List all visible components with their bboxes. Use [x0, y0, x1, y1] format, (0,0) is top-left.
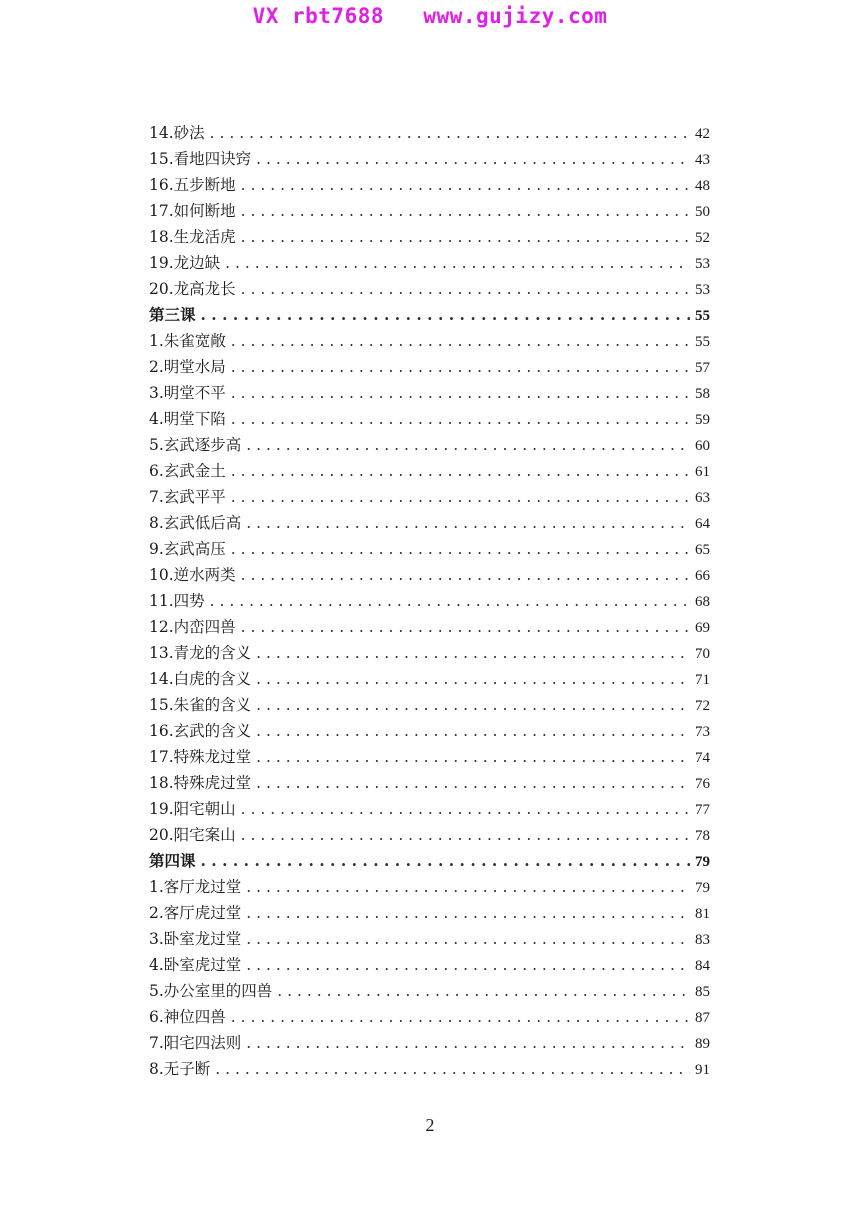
toc-entry-page: 52 — [695, 230, 710, 246]
toc-entry-title: 11.四势 — [149, 592, 205, 610]
toc-leader-dots — [231, 1004, 690, 1030]
toc-entry-page: 84 — [695, 958, 710, 974]
toc-entry-page: 79 — [695, 880, 710, 896]
toc-entry-page: 76 — [695, 776, 710, 792]
toc-entry-page: 50 — [695, 204, 710, 220]
toc-leader-dots — [241, 562, 690, 588]
toc-entry-page: 42 — [695, 126, 710, 142]
toc-entry-page: 53 — [695, 256, 710, 272]
toc-entry-title: 20.阳宅案山 — [149, 826, 236, 844]
toc-leader-dots — [231, 328, 690, 354]
toc-leader-dots — [246, 926, 690, 952]
toc-entry-title: 19.龙边缺 — [149, 254, 221, 272]
toc-entry-page: 73 — [695, 724, 710, 740]
toc-leader-dots — [256, 770, 690, 796]
toc-entry[interactable] — [149, 666, 710, 692]
toc-entry[interactable] — [149, 250, 710, 276]
toc-leader-dots — [256, 146, 690, 172]
toc-leader-dots — [231, 406, 690, 432]
toc-entry[interactable] — [149, 172, 710, 198]
toc-entry-page: 78 — [695, 828, 710, 844]
toc-entry-page: 72 — [695, 698, 710, 714]
toc-entry[interactable] — [149, 744, 710, 770]
toc-leader-dots — [246, 432, 690, 458]
toc-leader-dots — [231, 484, 690, 510]
toc-leader-dots — [246, 952, 690, 978]
toc-entry-page: 83 — [695, 932, 710, 948]
toc-leader-dots — [210, 588, 690, 614]
page-number: 2 — [425, 1115, 435, 1135]
toc-leader-dots — [225, 250, 690, 276]
toc-entry-title: 16.五步断地 — [149, 176, 236, 194]
toc-leader-dots — [241, 172, 690, 198]
toc-entry-title: 20.龙高龙长 — [149, 280, 236, 298]
toc-entry-page: 59 — [695, 412, 710, 428]
toc-entry-title: 7.阳宅四法则 — [149, 1034, 242, 1052]
toc-entry[interactable] — [149, 146, 710, 172]
toc-entry-page: 43 — [695, 152, 710, 168]
toc-entry-page: 79 — [695, 854, 710, 870]
toc-entry-title: 18.特殊虎过堂 — [149, 774, 252, 792]
toc-chapter-heading[interactable] — [149, 848, 710, 874]
toc-entry[interactable] — [149, 536, 710, 562]
toc-entry-title: 17.特殊龙过堂 — [149, 748, 252, 766]
toc-leader-dots — [231, 354, 690, 380]
toc-entry[interactable] — [149, 224, 710, 250]
toc-entry-page: 68 — [695, 594, 710, 610]
toc-entry[interactable] — [149, 952, 710, 978]
toc-entry-page: 77 — [695, 802, 710, 818]
toc-entry-title: 18.生龙活虎 — [149, 228, 236, 246]
toc-entry-page: 69 — [695, 620, 710, 636]
toc-leader-dots — [241, 198, 690, 224]
toc-entry-title: 8.无子断 — [149, 1060, 211, 1078]
toc-entry[interactable] — [149, 874, 710, 900]
toc-entry-title: 8.玄武低后高 — [149, 514, 242, 532]
toc-entry-title: 5.办公室里的四兽 — [149, 982, 273, 1000]
toc-entry[interactable] — [149, 796, 710, 822]
toc-leader-dots — [277, 978, 690, 1004]
toc-entry-title: 19.阳宅朝山 — [149, 800, 236, 818]
toc-entry-page: 81 — [695, 906, 710, 922]
toc-entry[interactable] — [149, 120, 710, 146]
toc-leader-dots — [241, 276, 690, 302]
toc-entry[interactable] — [149, 822, 710, 848]
toc-entry-title: 第三课 — [149, 305, 196, 324]
toc-entry[interactable] — [149, 380, 710, 406]
toc-entry-page: 74 — [695, 750, 710, 766]
toc-entry-page: 58 — [695, 386, 710, 402]
toc-entry-page: 57 — [695, 360, 710, 376]
toc-leader-dots — [201, 302, 690, 328]
toc-entry-title: 14.砂法 — [149, 124, 205, 142]
toc-leader-dots — [246, 900, 690, 926]
toc-entry[interactable] — [149, 978, 710, 1004]
toc-entry-title: 4.明堂下陷 — [149, 410, 226, 428]
toc-leader-dots — [241, 822, 690, 848]
toc-entry[interactable] — [149, 588, 710, 614]
toc-entry-page: 64 — [695, 516, 710, 532]
toc-entry[interactable] — [149, 614, 710, 640]
toc-entry-title: 第四课 — [149, 851, 196, 870]
toc-entry[interactable] — [149, 692, 710, 718]
toc-leader-dots — [210, 120, 690, 146]
toc-entry[interactable] — [149, 510, 710, 536]
toc-entry[interactable] — [149, 770, 710, 796]
toc-entry-page: 55 — [695, 334, 710, 350]
toc-entry-page: 70 — [695, 646, 710, 662]
toc-entry-title: 2.明堂水局 — [149, 358, 226, 376]
toc-entry-title: 7.玄武平平 — [149, 488, 226, 506]
toc-entry-page: 48 — [695, 178, 710, 194]
toc-entry-page: 63 — [695, 490, 710, 506]
toc-leader-dots — [256, 666, 690, 692]
toc-leader-dots — [256, 744, 690, 770]
toc-entry[interactable] — [149, 432, 710, 458]
toc-entry[interactable] — [149, 640, 710, 666]
toc-entry[interactable] — [149, 328, 710, 354]
toc-leader-dots — [246, 510, 690, 536]
toc-entry-page: 71 — [695, 672, 710, 688]
toc-entry-page: 55 — [695, 308, 710, 324]
toc-entry-page: 66 — [695, 568, 710, 584]
toc-entry-page: 61 — [695, 464, 710, 480]
toc-entry[interactable] — [149, 900, 710, 926]
toc-entry-title: 3.卧室龙过堂 — [149, 930, 242, 948]
toc-leader-dots — [201, 848, 690, 874]
toc-entry-page: 87 — [695, 1010, 710, 1026]
toc-entry-title: 5.玄武逐步高 — [149, 436, 242, 454]
toc-entry-title: 13.青龙的含义 — [149, 644, 252, 662]
toc-leader-dots — [256, 640, 690, 666]
toc-entry[interactable] — [149, 484, 710, 510]
toc-entry-title: 6.神位四兽 — [149, 1008, 226, 1026]
toc-leader-dots — [231, 536, 690, 562]
toc-entry[interactable] — [149, 1030, 710, 1056]
toc-entry[interactable] — [149, 1056, 710, 1082]
toc-entry-title: 3.明堂不平 — [149, 384, 226, 402]
toc-entry-title: 14.白虎的含义 — [149, 670, 252, 688]
toc-entry-title: 6.玄武金土 — [149, 462, 226, 480]
toc-entry-title: 16.玄武的含义 — [149, 722, 252, 740]
toc-entry[interactable] — [149, 718, 710, 744]
toc-leader-dots — [241, 224, 690, 250]
toc-leader-dots — [241, 796, 690, 822]
toc-leader-dots — [246, 874, 690, 900]
toc-entry[interactable] — [149, 354, 710, 380]
toc-entry[interactable] — [149, 458, 710, 484]
toc-entry[interactable] — [149, 406, 710, 432]
toc-entry-page: 60 — [695, 438, 710, 454]
table-of-contents — [149, 120, 710, 1082]
watermark-text: VX rbt7688 www.gujizy.com — [252, 4, 608, 28]
toc-entry-title: 9.玄武高压 — [149, 540, 226, 558]
toc-entry-title: 1.朱雀宽敞 — [149, 332, 226, 350]
toc-chapter-heading[interactable] — [149, 302, 710, 328]
toc-entry-title: 15.看地四诀窍 — [149, 150, 252, 168]
toc-entry-page: 91 — [695, 1062, 710, 1078]
toc-entry[interactable] — [149, 198, 710, 224]
toc-entry-title: 4.卧室虎过堂 — [149, 956, 242, 974]
toc-entry-title: 2.客厅虎过堂 — [149, 904, 242, 922]
toc-leader-dots — [231, 458, 690, 484]
toc-entry[interactable] — [149, 276, 710, 302]
toc-entry-page: 89 — [695, 1036, 710, 1052]
toc-entry[interactable] — [149, 926, 710, 952]
toc-entry-title: 15.朱雀的含义 — [149, 696, 252, 714]
toc-entry-page: 53 — [695, 282, 710, 298]
toc-entry-title: 10.逆水两类 — [149, 566, 236, 584]
toc-entry[interactable] — [149, 1004, 710, 1030]
toc-leader-dots — [246, 1030, 690, 1056]
toc-entry-title: 12.内峦四兽 — [149, 618, 236, 636]
toc-leader-dots — [241, 614, 690, 640]
toc-leader-dots — [256, 692, 690, 718]
toc-leader-dots — [215, 1056, 690, 1082]
toc-entry-title: 17.如何断地 — [149, 202, 236, 220]
toc-leader-dots — [256, 718, 690, 744]
toc-entry[interactable] — [149, 562, 710, 588]
toc-entry-page: 65 — [695, 542, 710, 558]
toc-leader-dots — [231, 380, 690, 406]
toc-entry-title: 1.客厅龙过堂 — [149, 878, 242, 896]
toc-entry-page: 85 — [695, 984, 710, 1000]
